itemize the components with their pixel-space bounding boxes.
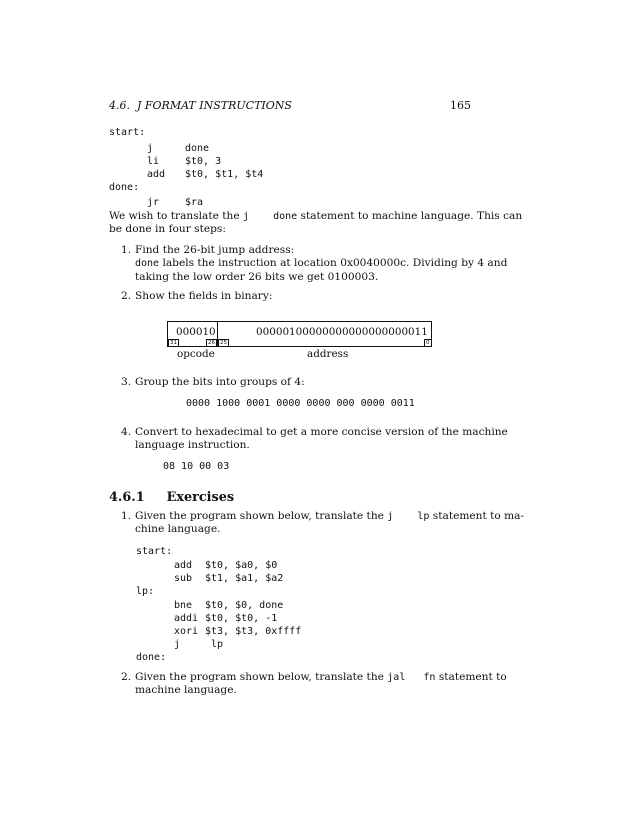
code-args: $t0, $t1, $t4 bbox=[185, 169, 264, 180]
intro-text-b: statement to machine language. This can bbox=[297, 210, 523, 222]
code-op: xori bbox=[174, 626, 199, 637]
address-bits: 00000100000000000000000011 bbox=[256, 326, 428, 338]
step-2-text: Show the fields in binary: bbox=[135, 290, 273, 302]
code-args: $t0, $t0, -1 bbox=[205, 613, 278, 624]
bit-25-label: 25 bbox=[220, 340, 227, 346]
code-op: bne bbox=[174, 600, 193, 611]
bit-31-label: 31 bbox=[170, 340, 177, 346]
exercise-number: 2. bbox=[121, 671, 132, 683]
exercise-1-code: j lp bbox=[387, 511, 430, 522]
code-args: lp bbox=[205, 639, 224, 650]
step-1-code: done bbox=[135, 258, 160, 270]
step-number: 1. bbox=[121, 244, 132, 256]
code-args: $t1, $a1, $a2 bbox=[205, 573, 284, 584]
opcode-bits: 000010 bbox=[176, 326, 216, 338]
section-title: Exercises bbox=[166, 490, 235, 505]
exercise-1-text-a: Given the program shown below, translate the bbox=[135, 510, 388, 522]
code-args: $t3, $t3, 0xffff bbox=[205, 626, 302, 637]
code-label: done: bbox=[109, 182, 140, 193]
intro-paragraph bbox=[109, 210, 523, 237]
step-4-line1: Convert to hexadecimal to get a more concise version of the machine bbox=[135, 426, 508, 438]
step-number: 4. bbox=[121, 426, 132, 438]
code-op: j bbox=[147, 143, 154, 154]
exercise-2-code: jal fn bbox=[387, 672, 436, 683]
code-op: addi bbox=[174, 613, 199, 624]
exercise-2-line2: machine language. bbox=[135, 684, 237, 697]
code-op: add bbox=[174, 560, 193, 571]
code-label: lp: bbox=[136, 586, 155, 597]
step-1-line3: taking the low order 26 bits we get 0100003. bbox=[135, 270, 379, 283]
intro-text-a: We wish to translate the bbox=[109, 210, 243, 222]
hex-result: 08 10 00 03 bbox=[163, 461, 230, 472]
code-op: jr bbox=[147, 197, 160, 208]
address-label: address bbox=[307, 348, 349, 360]
opcode-label: opcode bbox=[177, 348, 215, 360]
step-3-text: Group the bits into groups of 4: bbox=[135, 376, 305, 388]
code-args: $t0, $0, done bbox=[205, 600, 284, 611]
code-op: add bbox=[147, 169, 166, 180]
exercise-number: 1. bbox=[121, 510, 132, 522]
code-label: done: bbox=[136, 652, 167, 663]
exercise-2-text-b: statement to bbox=[435, 671, 507, 683]
code-label: start: bbox=[109, 127, 146, 138]
code-op: sub bbox=[174, 573, 193, 584]
code-args: $t0, 3 bbox=[185, 156, 222, 167]
exercise-2-text-a: Given the program shown below, translate the bbox=[135, 671, 388, 683]
code-args: $t0, $a0, $0 bbox=[205, 560, 278, 571]
running-header-title: 4.6. J FORMAT INSTRUCTIONS bbox=[109, 99, 292, 112]
code-op: j bbox=[174, 639, 181, 650]
code-args: done bbox=[185, 143, 210, 154]
step-1-line1: Find the 26-bit jump address: bbox=[135, 244, 295, 256]
step-4-line2: language instruction. bbox=[135, 439, 250, 452]
step-number: 3. bbox=[121, 376, 132, 388]
code-label: start: bbox=[136, 546, 173, 557]
bit-0-label: 0 bbox=[426, 340, 430, 346]
intro-code: j done bbox=[242, 211, 298, 222]
section-number: 4.6.1 bbox=[109, 490, 145, 505]
intro-line2: be done in four steps: bbox=[109, 223, 226, 236]
exercise-1-text-b: statement to ma- bbox=[429, 510, 525, 522]
bit-26-label: 26 bbox=[208, 340, 215, 346]
step-1-line2: labels the instruction at location 0x0040000c. Dividing by 4 and bbox=[159, 257, 508, 270]
section-heading bbox=[109, 490, 234, 505]
bit-groups: 0000 1000 0001 0000 0000 000 0000 0011 bbox=[186, 398, 415, 409]
code-op: li bbox=[147, 156, 160, 167]
page-number: 165 bbox=[450, 99, 471, 112]
step-number: 2. bbox=[121, 290, 132, 302]
exercise-1-line2: chine language. bbox=[135, 523, 221, 536]
code-args: $ra bbox=[185, 197, 204, 208]
